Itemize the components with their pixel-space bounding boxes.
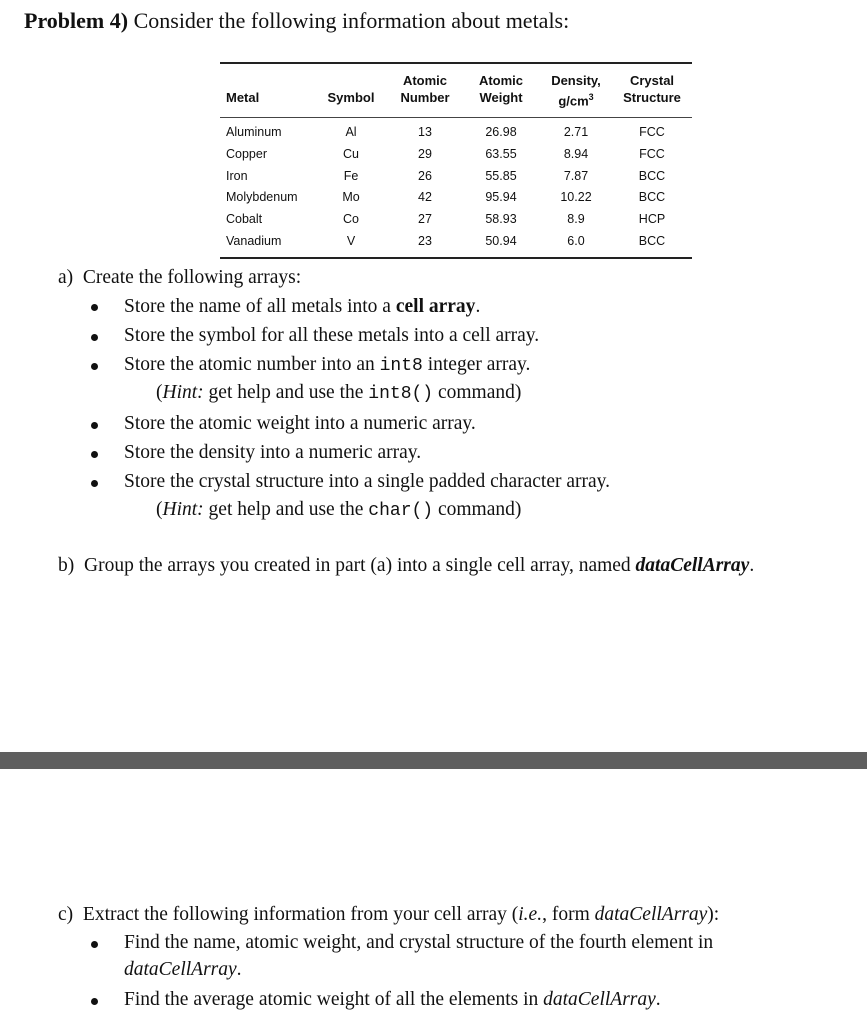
header-density-sup: 3 (588, 92, 594, 102)
cell-symbol: V (346, 234, 356, 248)
bullet-icon (91, 998, 98, 1005)
cell-weight: 58.93 (485, 212, 517, 227)
header-atomic-number-line2: Number (400, 90, 450, 105)
header-density-unit: g/cm (558, 93, 589, 109)
cell-density: 8.94 (563, 146, 589, 161)
cell-structure: BCC (638, 168, 666, 183)
header-crystal-line2: Structure (623, 90, 681, 105)
cell-metal: Aluminum (226, 125, 282, 139)
table-top-rule (220, 62, 692, 64)
cell-metal: Molybdenum (226, 190, 298, 205)
part-b-text: Group the arrays you created in part (a) into a single cell array, named (84, 555, 636, 576)
code-char-command: char() (368, 501, 434, 521)
cell-structure: FCC (639, 146, 665, 161)
part-c-ie: i.e. (518, 904, 543, 925)
hint-1-label: Hint: (162, 382, 204, 403)
part-c-bullet-2-end: . (655, 989, 661, 1010)
hint-1-open: ( (156, 382, 163, 403)
part-a-bullet-3-end: integer array. (422, 354, 531, 375)
code-int8: int8 (379, 356, 423, 376)
part-a-bullet-1 (124, 294, 480, 320)
part-a-hint-1 (156, 380, 521, 407)
bullet-icon (91, 334, 98, 341)
cell-symbol: Co (343, 212, 359, 227)
part-a-bullet-1-end: . (475, 296, 481, 317)
part-a-bullet-1-text: Store the name of all metals into a (124, 296, 396, 317)
part-c-heading (58, 902, 719, 928)
header-metal: Metal (226, 90, 260, 105)
cell-weight: 95.94 (485, 190, 517, 205)
part-c-label: c) (58, 904, 74, 925)
cell-structure: BCC (638, 190, 666, 205)
part-a-bullet-5: Store the density into a numeric array. (124, 442, 422, 463)
part-a-bullet-2: Store the symbol for all these metals into a cell array. (124, 325, 540, 346)
cell-number: 29 (418, 146, 432, 161)
part-c-bullet-1-line-2 (124, 957, 242, 983)
part-c-bullet-2-array-name: dataCellArray (543, 989, 656, 1010)
cell-number: 42 (418, 190, 432, 205)
cell-density: 10.22 (560, 190, 592, 205)
part-a-bullet-4: Store the atomic weight into a numeric array. (124, 413, 476, 434)
part-b-array-name: dataCellArray (635, 555, 750, 576)
page-divider (0, 752, 867, 769)
cell-symbol: Cu (343, 146, 359, 161)
part-c-bullet-1-array-name: dataCellArray (124, 959, 237, 980)
cell-weight: 63.55 (485, 146, 517, 161)
cell-number: 23 (418, 234, 432, 248)
part-a-hint-2 (156, 497, 521, 524)
header-atomic-weight-line2: Weight (479, 90, 523, 105)
bullet-icon (91, 422, 98, 429)
cell-number: 26 (418, 168, 432, 183)
part-c-bullet-1-end: . (236, 959, 242, 980)
hint-2-end: command) (433, 499, 522, 520)
part-c-array-name: dataCellArray (594, 904, 708, 925)
bullet-icon (91, 304, 98, 311)
cell-weight: 50.94 (485, 234, 517, 248)
part-a-text: Create the following arrays: (82, 267, 302, 288)
bullet-icon (91, 480, 98, 487)
hint-2-label: Hint: (162, 499, 204, 520)
header-atomic-number-line1: Atomic (402, 73, 448, 88)
part-c-text-end: ): (707, 904, 720, 925)
hint-1-text: get help and use the (203, 382, 369, 403)
cell-weight: 55.85 (485, 168, 517, 183)
hint-2-open: ( (156, 499, 163, 520)
cell-density: 8.9 (567, 212, 585, 227)
table-header-rule (220, 117, 692, 118)
part-a-bullet-3-text: Store the atomic number into an (124, 354, 380, 375)
header-atomic-weight (472, 72, 530, 106)
part-c-bullet-2 (124, 987, 661, 1013)
cell-symbol: Al (345, 125, 357, 139)
part-c-bullet-2-text: Find the average atomic weight of all the elements in (124, 989, 544, 1010)
header-density-line2 (544, 89, 608, 109)
cell-density: 6.0 (567, 234, 585, 248)
cell-structure: HCP (638, 212, 666, 227)
cell-metal: Copper (226, 146, 267, 161)
code-int8-command: int8() (368, 384, 434, 404)
bullet-icon (91, 451, 98, 458)
cell-metal: Cobalt (226, 212, 263, 227)
part-a-heading (58, 265, 301, 291)
cell-metal: Iron (226, 168, 248, 183)
cell-density: 2.71 (563, 125, 589, 139)
table-bottom-rule (220, 257, 692, 259)
part-c-text: Extract the following information from your cell array ( (82, 904, 519, 925)
part-b (58, 553, 754, 579)
part-c-bullet-1-line-1: Find the name, atomic weight, and crystal structure of the fourth element in (124, 932, 714, 953)
cell-number: 27 (418, 212, 432, 227)
problem-label: Problem 4) (24, 8, 129, 33)
header-crystal-line1: Crystal (629, 73, 675, 88)
bullet-icon (91, 941, 98, 948)
cell-number: 13 (418, 125, 432, 139)
part-a-bullet-6: Store the crystal structure into a single padded character array. (124, 471, 611, 492)
header-density (544, 72, 608, 109)
part-a-label: a) (58, 267, 74, 288)
problem-title (24, 8, 569, 34)
hint-1-end: command) (433, 382, 522, 403)
part-b-end: . (749, 555, 755, 576)
header-atomic-weight-line1: Atomic (478, 73, 524, 88)
hint-2-text: get help and use the (203, 499, 369, 520)
cell-structure: FCC (639, 125, 665, 139)
bullet-icon (91, 363, 98, 370)
cell-structure: BCC (638, 234, 666, 248)
part-a-bullet-1-bold: cell array (395, 296, 476, 317)
cell-weight: 26.98 (485, 125, 517, 139)
part-b-label: b) (58, 555, 75, 576)
part-a-bullet-3 (124, 352, 530, 379)
cell-metal: Vanadium (226, 234, 282, 248)
header-atomic-number (396, 72, 454, 106)
part-c-text-mid: , form (542, 904, 595, 925)
header-crystal-structure (618, 72, 686, 106)
cell-density: 7.87 (563, 168, 589, 183)
header-density-line1: Density, (551, 73, 601, 88)
header-symbol: Symbol (327, 90, 375, 105)
problem-intro: Consider the following information about metals: (133, 8, 570, 33)
cell-symbol: Mo (342, 190, 360, 205)
cell-symbol: Fe (343, 168, 359, 183)
